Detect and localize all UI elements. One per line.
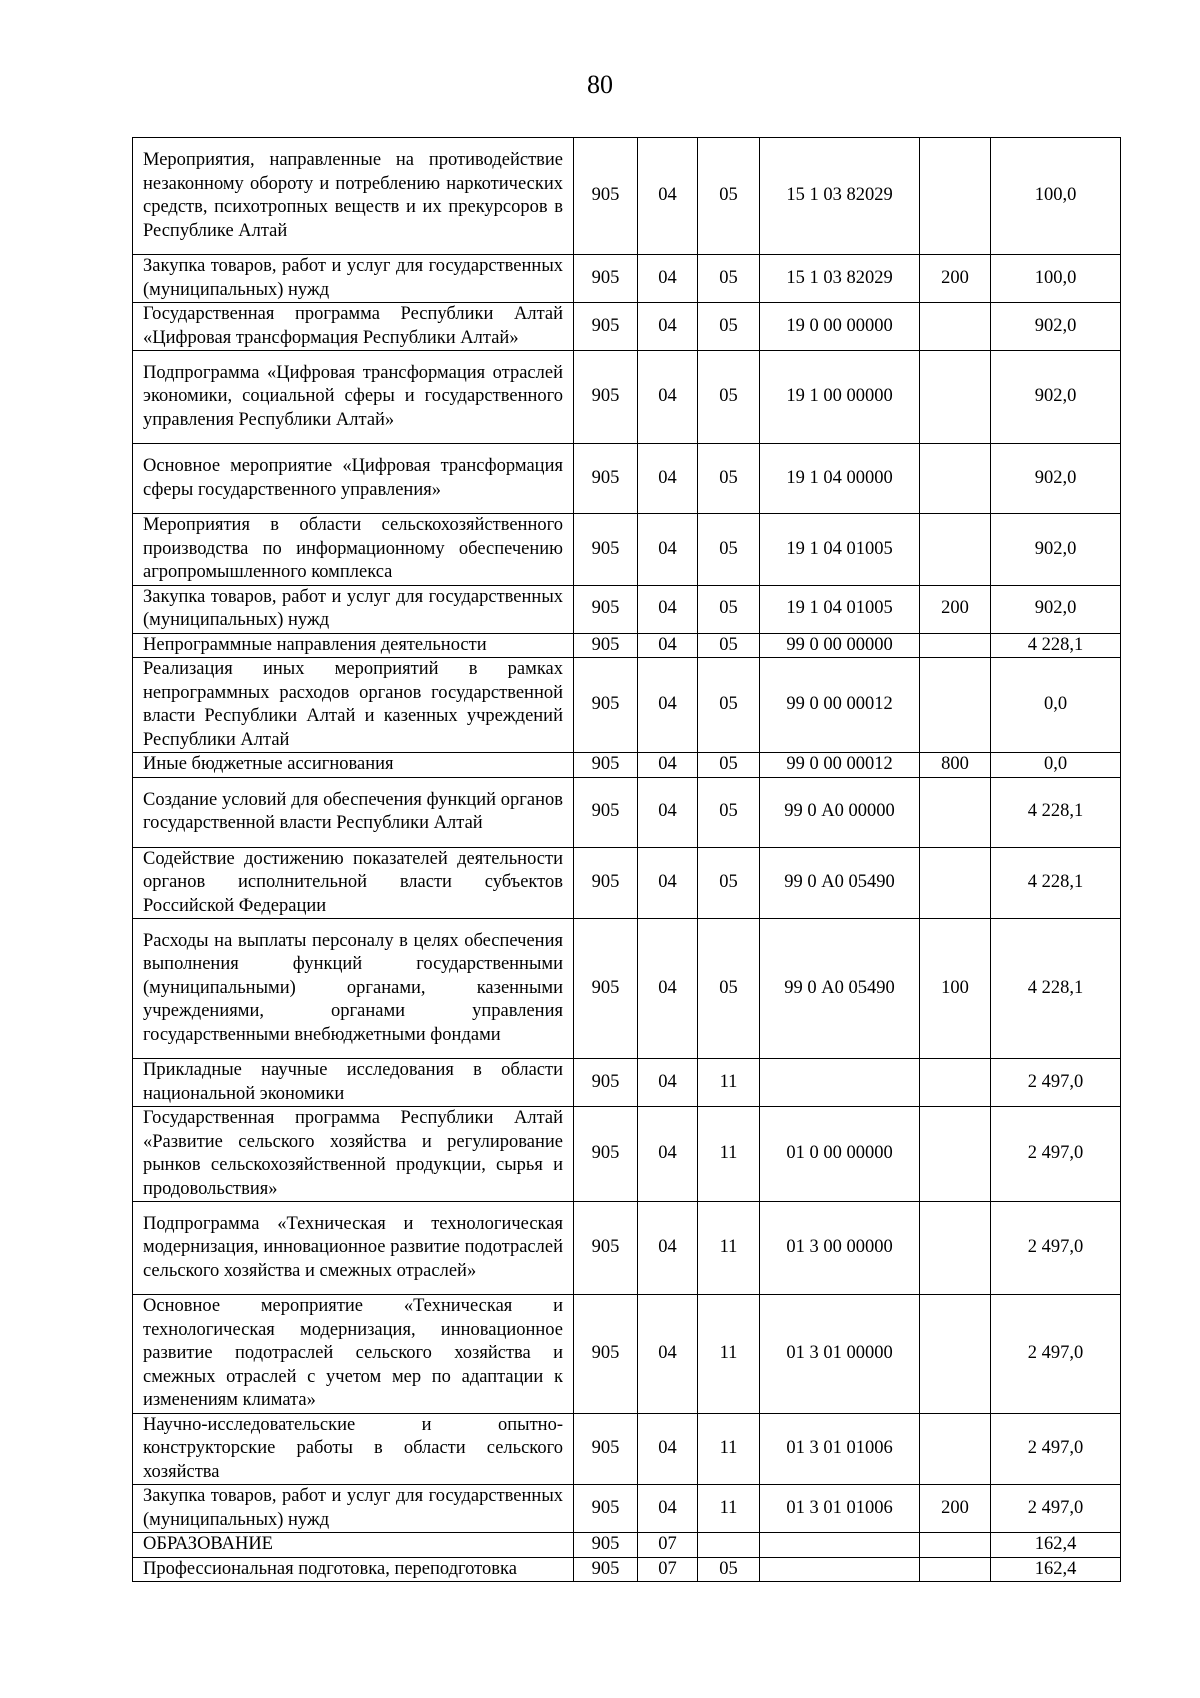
budget-table-body (133, 138, 1121, 1582)
row-name: Прикладные научные исследования в области национальной экономики (133, 1059, 574, 1107)
row-name: ОБРАЗОВАНИЕ (133, 1533, 574, 1558)
row-target-article: 99 0 00 00000 (760, 633, 920, 658)
row-section-code: 04 (638, 303, 698, 351)
row-section-code: 04 (638, 1485, 698, 1533)
row-section-code: 07 (638, 1533, 698, 1558)
row-amount: 0,0 (991, 753, 1121, 778)
row-amount: 4 228,1 (991, 777, 1121, 847)
row-section-code: 04 (638, 1059, 698, 1107)
row-amount: 2 497,0 (991, 1485, 1121, 1533)
row-target-article: 01 3 01 00000 (760, 1295, 920, 1414)
row-target-article: 99 0 00 00012 (760, 753, 920, 778)
table-row (133, 919, 1121, 1059)
row-expense-type (920, 303, 991, 351)
table-row (133, 351, 1121, 444)
row-name: Основное мероприятие «Цифровая трансформация сферы государственного управления» (133, 444, 574, 514)
row-ved-code: 905 (574, 658, 638, 753)
row-subsection-code: 11 (698, 1295, 760, 1414)
row-name: Непрограммные направления деятельности (133, 633, 574, 658)
row-expense-type (920, 633, 991, 658)
row-amount: 4 228,1 (991, 847, 1121, 919)
row-target-article: 15 1 03 82029 (760, 255, 920, 303)
row-subsection-code: 05 (698, 919, 760, 1059)
row-name: Основное мероприятие «Техническая и технологическая модернизация, инновационное развитие подотраслей сельского хозяйства и смежных отраслей с учетом мер по адаптации к изменениям климата» (133, 1295, 574, 1414)
row-subsection-code: 05 (698, 303, 760, 351)
row-section-code: 04 (638, 633, 698, 658)
row-subsection-code: 05 (698, 351, 760, 444)
row-expense-type (920, 658, 991, 753)
row-section-code: 04 (638, 658, 698, 753)
row-amount: 2 497,0 (991, 1413, 1121, 1485)
row-ved-code: 905 (574, 1557, 638, 1582)
row-section-code: 04 (638, 1202, 698, 1295)
row-amount: 162,4 (991, 1533, 1121, 1558)
page-number: 80 (587, 70, 613, 99)
row-subsection-code: 05 (698, 585, 760, 633)
row-section-code: 04 (638, 847, 698, 919)
row-target-article: 01 3 01 01006 (760, 1485, 920, 1533)
row-name: Научно-исследовательские и опытно-конструкторские работы в области сельского хозяйства (133, 1413, 574, 1485)
row-subsection-code: 11 (698, 1413, 760, 1485)
row-ved-code: 905 (574, 444, 638, 514)
row-amount: 2 497,0 (991, 1202, 1121, 1295)
row-name: Подпрограмма «Техническая и технологическая модернизация, инновационное развитие подотраслей сельского хозяйства и смежных отраслей» (133, 1202, 574, 1295)
row-expense-type (920, 138, 991, 255)
row-amount: 4 228,1 (991, 919, 1121, 1059)
row-expense-type (920, 1059, 991, 1107)
row-section-code: 04 (638, 753, 698, 778)
row-section-code: 04 (638, 1413, 698, 1485)
table-row (133, 585, 1121, 633)
row-amount: 2 497,0 (991, 1059, 1121, 1107)
row-subsection-code: 05 (698, 753, 760, 778)
row-ved-code: 905 (574, 919, 638, 1059)
row-target-article: 19 1 04 01005 (760, 585, 920, 633)
row-ved-code: 905 (574, 777, 638, 847)
row-name: Закупка товаров, работ и услуг для государственных (муниципальных) нужд (133, 255, 574, 303)
row-expense-type (920, 351, 991, 444)
table-row (133, 847, 1121, 919)
row-name: Расходы на выплаты персоналу в целях обеспечения выполнения функций государственными (муниципальными) органами, казенными учреждениями, органами управления государственными внебюджетными фондами (133, 919, 574, 1059)
row-expense-type (920, 1413, 991, 1485)
row-name: Государственная программа Республики Алтай «Развитие сельского хозяйства и регулирование рынков сельскохозяйственной продукции, сырья и продовольствия» (133, 1107, 574, 1202)
row-target-article: 01 3 01 01006 (760, 1413, 920, 1485)
row-name: Мероприятия, направленные на противодействие незаконному обороту и потреблению наркотических средств, психотропных веществ и их прекурсоров в Республике Алтай (133, 138, 574, 255)
table-row (133, 658, 1121, 753)
row-amount: 902,0 (991, 585, 1121, 633)
table-row (133, 1059, 1121, 1107)
row-amount: 0,0 (991, 658, 1121, 753)
row-ved-code: 905 (574, 138, 638, 255)
row-expense-type (920, 847, 991, 919)
table-row (133, 633, 1121, 658)
row-subsection-code: 05 (698, 1557, 760, 1582)
row-ved-code: 905 (574, 1295, 638, 1414)
row-section-code: 04 (638, 777, 698, 847)
row-subsection-code: 11 (698, 1485, 760, 1533)
row-expense-type (920, 1107, 991, 1202)
table-row (133, 444, 1121, 514)
row-section-code: 04 (638, 1295, 698, 1414)
row-amount: 902,0 (991, 351, 1121, 444)
row-name: Подпрограмма «Цифровая трансформация отраслей экономики, социальной сферы и государственного управления Республики Алтай» (133, 351, 574, 444)
row-ved-code: 905 (574, 585, 638, 633)
table-row (133, 1557, 1121, 1582)
table-row (133, 1533, 1121, 1558)
budget-table (132, 137, 1121, 1582)
table-row (133, 1295, 1121, 1414)
row-expense-type (920, 1557, 991, 1582)
row-expense-type (920, 444, 991, 514)
row-ved-code: 905 (574, 303, 638, 351)
row-name: Мероприятия в области сельскохозяйственного производства по информационному обеспечению агропромышленного комплекса (133, 514, 574, 586)
row-name: Профессиональная подготовка, переподготовка (133, 1557, 574, 1582)
row-target-article: 19 1 04 01005 (760, 514, 920, 586)
row-expense-type: 200 (920, 1485, 991, 1533)
table-row (133, 1202, 1121, 1295)
row-subsection-code: 05 (698, 633, 760, 658)
row-section-code: 04 (638, 255, 698, 303)
table-row (133, 1107, 1121, 1202)
row-section-code: 04 (638, 444, 698, 514)
row-target-article: 15 1 03 82029 (760, 138, 920, 255)
row-ved-code: 905 (574, 847, 638, 919)
row-expense-type: 200 (920, 255, 991, 303)
row-ved-code: 905 (574, 1202, 638, 1295)
row-expense-type (920, 514, 991, 586)
row-subsection-code: 11 (698, 1059, 760, 1107)
row-target-article (760, 1059, 920, 1107)
row-amount: 2 497,0 (991, 1295, 1121, 1414)
row-section-code: 04 (638, 585, 698, 633)
table-row (133, 303, 1121, 351)
row-target-article: 99 0 00 00012 (760, 658, 920, 753)
row-expense-type (920, 1295, 991, 1414)
row-ved-code: 905 (574, 351, 638, 444)
row-ved-code: 905 (574, 255, 638, 303)
table-row (133, 514, 1121, 586)
row-section-code: 04 (638, 1107, 698, 1202)
row-expense-type (920, 777, 991, 847)
table-row (133, 1485, 1121, 1533)
row-name: Содействие достижению показателей деятельности органов исполнительной власти субъектов Российской Федерации (133, 847, 574, 919)
row-subsection-code: 05 (698, 658, 760, 753)
row-section-code: 04 (638, 514, 698, 586)
row-target-article: 01 0 00 00000 (760, 1107, 920, 1202)
row-subsection-code: 05 (698, 514, 760, 586)
row-section-code: 07 (638, 1557, 698, 1582)
row-ved-code: 905 (574, 1107, 638, 1202)
row-subsection-code: 05 (698, 255, 760, 303)
row-target-article: 19 1 00 00000 (760, 351, 920, 444)
row-ved-code: 905 (574, 1413, 638, 1485)
table-row (133, 255, 1121, 303)
row-target-article: 01 3 00 00000 (760, 1202, 920, 1295)
row-name: Закупка товаров, работ и услуг для государственных (муниципальных) нужд (133, 1485, 574, 1533)
row-ved-code: 905 (574, 1533, 638, 1558)
row-expense-type (920, 1202, 991, 1295)
row-name: Реализация иных мероприятий в рамках непрограммных расходов органов государственной власти Республики Алтай и казенных учреждений Республики Алтай (133, 658, 574, 753)
row-subsection-code: 11 (698, 1202, 760, 1295)
row-subsection-code: 05 (698, 138, 760, 255)
row-amount: 100,0 (991, 138, 1121, 255)
row-subsection-code: 05 (698, 444, 760, 514)
row-name: Создание условий для обеспечения функций органов государственной власти Республики Алтай (133, 777, 574, 847)
row-name: Государственная программа Республики Алтай «Цифровая трансформация Республики Алтай» (133, 303, 574, 351)
row-target-article: 99 0 А0 00000 (760, 777, 920, 847)
row-expense-type: 800 (920, 753, 991, 778)
row-amount: 902,0 (991, 444, 1121, 514)
row-subsection-code: 05 (698, 847, 760, 919)
row-subsection-code: 05 (698, 777, 760, 847)
row-target-article: 19 1 04 00000 (760, 444, 920, 514)
row-ved-code: 905 (574, 633, 638, 658)
row-expense-type: 100 (920, 919, 991, 1059)
row-target-article: 19 0 00 00000 (760, 303, 920, 351)
row-subsection-code: 11 (698, 1107, 760, 1202)
row-target-article (760, 1557, 920, 1582)
table-row (133, 753, 1121, 778)
row-expense-type (920, 1533, 991, 1558)
row-expense-type: 200 (920, 585, 991, 633)
row-amount: 100,0 (991, 255, 1121, 303)
row-amount: 2 497,0 (991, 1107, 1121, 1202)
row-ved-code: 905 (574, 514, 638, 586)
row-subsection-code (698, 1533, 760, 1558)
row-ved-code: 905 (574, 1485, 638, 1533)
table-row (133, 138, 1121, 255)
row-amount: 4 228,1 (991, 633, 1121, 658)
row-name: Закупка товаров, работ и услуг для государственных (муниципальных) нужд (133, 585, 574, 633)
row-ved-code: 905 (574, 753, 638, 778)
row-section-code: 04 (638, 138, 698, 255)
row-amount: 902,0 (991, 514, 1121, 586)
row-section-code: 04 (638, 919, 698, 1059)
row-amount: 162,4 (991, 1557, 1121, 1582)
row-ved-code: 905 (574, 1059, 638, 1107)
table-row (133, 1413, 1121, 1485)
row-target-article: 99 0 А0 05490 (760, 847, 920, 919)
row-target-article: 99 0 А0 05490 (760, 919, 920, 1059)
table-row (133, 777, 1121, 847)
row-target-article (760, 1533, 920, 1558)
row-section-code: 04 (638, 351, 698, 444)
row-amount: 902,0 (991, 303, 1121, 351)
row-name: Иные бюджетные ассигнования (133, 753, 574, 778)
